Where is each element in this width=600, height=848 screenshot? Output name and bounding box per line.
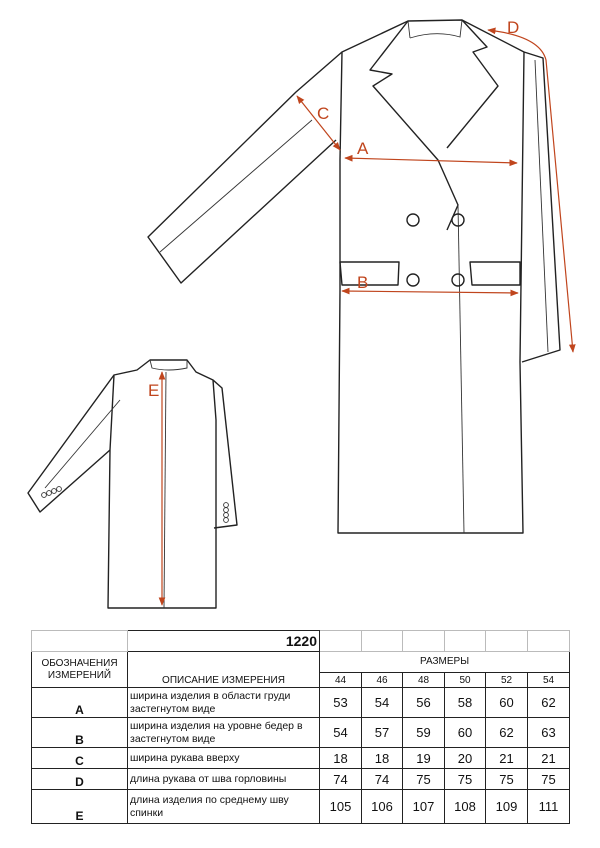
measurement-value: 74 [362,769,403,790]
measurement-value: 21 [528,748,570,769]
measurement-value: 60 [486,688,528,718]
measurement-value: 54 [320,718,362,748]
size-header: 44 [320,673,362,688]
measure-label-a: A [357,139,369,158]
measurement-code: E [32,790,128,824]
measurement-code: B [32,718,128,748]
measurement-code: C [32,748,128,769]
measurement-value: 62 [528,688,570,718]
size-header: 48 [403,673,445,688]
measurement-value: 75 [486,769,528,790]
table-row [32,718,570,748]
back-left-sleeve [28,375,114,512]
measurement-value: 53 [320,688,362,718]
measurement-value: 108 [445,790,486,824]
button [407,274,419,286]
size-header: 46 [362,673,403,688]
measurement-value: 62 [486,718,528,748]
button [407,214,419,226]
measure-label-e: E [148,381,160,400]
measure-label-d: D [507,18,520,37]
table-row [32,688,570,718]
center-back-seam [164,372,166,608]
button [452,274,464,286]
table-row [32,769,570,790]
pocket-flap-right [470,262,520,285]
model-number: 1220 [128,631,320,652]
table-row [32,631,570,652]
table-row [32,790,570,824]
measurement-value: 58 [445,688,486,718]
measurement-value: 105 [320,790,362,824]
measurement-value: 75 [445,769,486,790]
description-header: ОПИСАНИЕ ИЗМЕРЕНИЯ [128,652,320,688]
measurement-value: 75 [528,769,570,790]
measure-label-b: B [357,273,369,292]
table-row [32,748,570,769]
measurement-description: длина рукава от шва горловины [128,769,320,790]
code-header: ОБОЗНАЧЕНИЯ ИЗМЕРЕНИЙ [32,652,128,688]
measurement-value: 106 [362,790,403,824]
measure-arrow-a [345,158,517,163]
right-sleeve [522,52,560,362]
measurement-code: D [32,769,128,790]
size-header: 52 [486,673,528,688]
measurement-value: 56 [403,688,445,718]
coat-front-view [148,18,573,533]
cuff-buttons-right [224,503,229,523]
right-lapel [447,20,498,148]
measurement-value: 111 [528,790,570,824]
measurement-description: ширина изделия на уровне бедер в застегнутом виде [128,718,320,748]
measurement-code: A [32,688,128,718]
measurement-value: 54 [362,688,403,718]
measurement-value: 19 [403,748,445,769]
collar-stand [408,20,462,38]
size-specification-table [31,630,570,824]
measurement-value: 63 [528,718,570,748]
left-sleeve [148,52,342,283]
measurement-value: 21 [486,748,528,769]
left-lapel [370,21,458,230]
measurement-value: 109 [486,790,528,824]
size-header: 50 [445,673,486,688]
measurement-value: 74 [320,769,362,790]
measure-arrow-b [342,291,518,293]
measurement-description: длина изделия по среднему шву спинки [128,790,320,824]
measure-label-c: C [317,104,330,123]
measurement-value: 18 [320,748,362,769]
measurement-value: 20 [445,748,486,769]
measurement-value: 59 [403,718,445,748]
table-header-row [32,652,570,673]
measurement-value: 75 [403,769,445,790]
measure-arrow-d [488,30,573,352]
size-header: 54 [528,673,570,688]
measurement-value: 107 [403,790,445,824]
pocket-flap-left [340,262,399,285]
measurement-description: ширина изделия в области груди застегнутом виде [128,688,320,718]
front-edge [458,205,464,533]
back-collar [150,360,187,370]
measurement-value: 18 [362,748,403,769]
coat-back-view [28,360,237,608]
measurement-value: 57 [362,718,403,748]
measurement-value: 60 [445,718,486,748]
sizes-header: РАЗМЕРЫ [320,652,570,673]
measurement-description: ширина рукава вверху [128,748,320,769]
